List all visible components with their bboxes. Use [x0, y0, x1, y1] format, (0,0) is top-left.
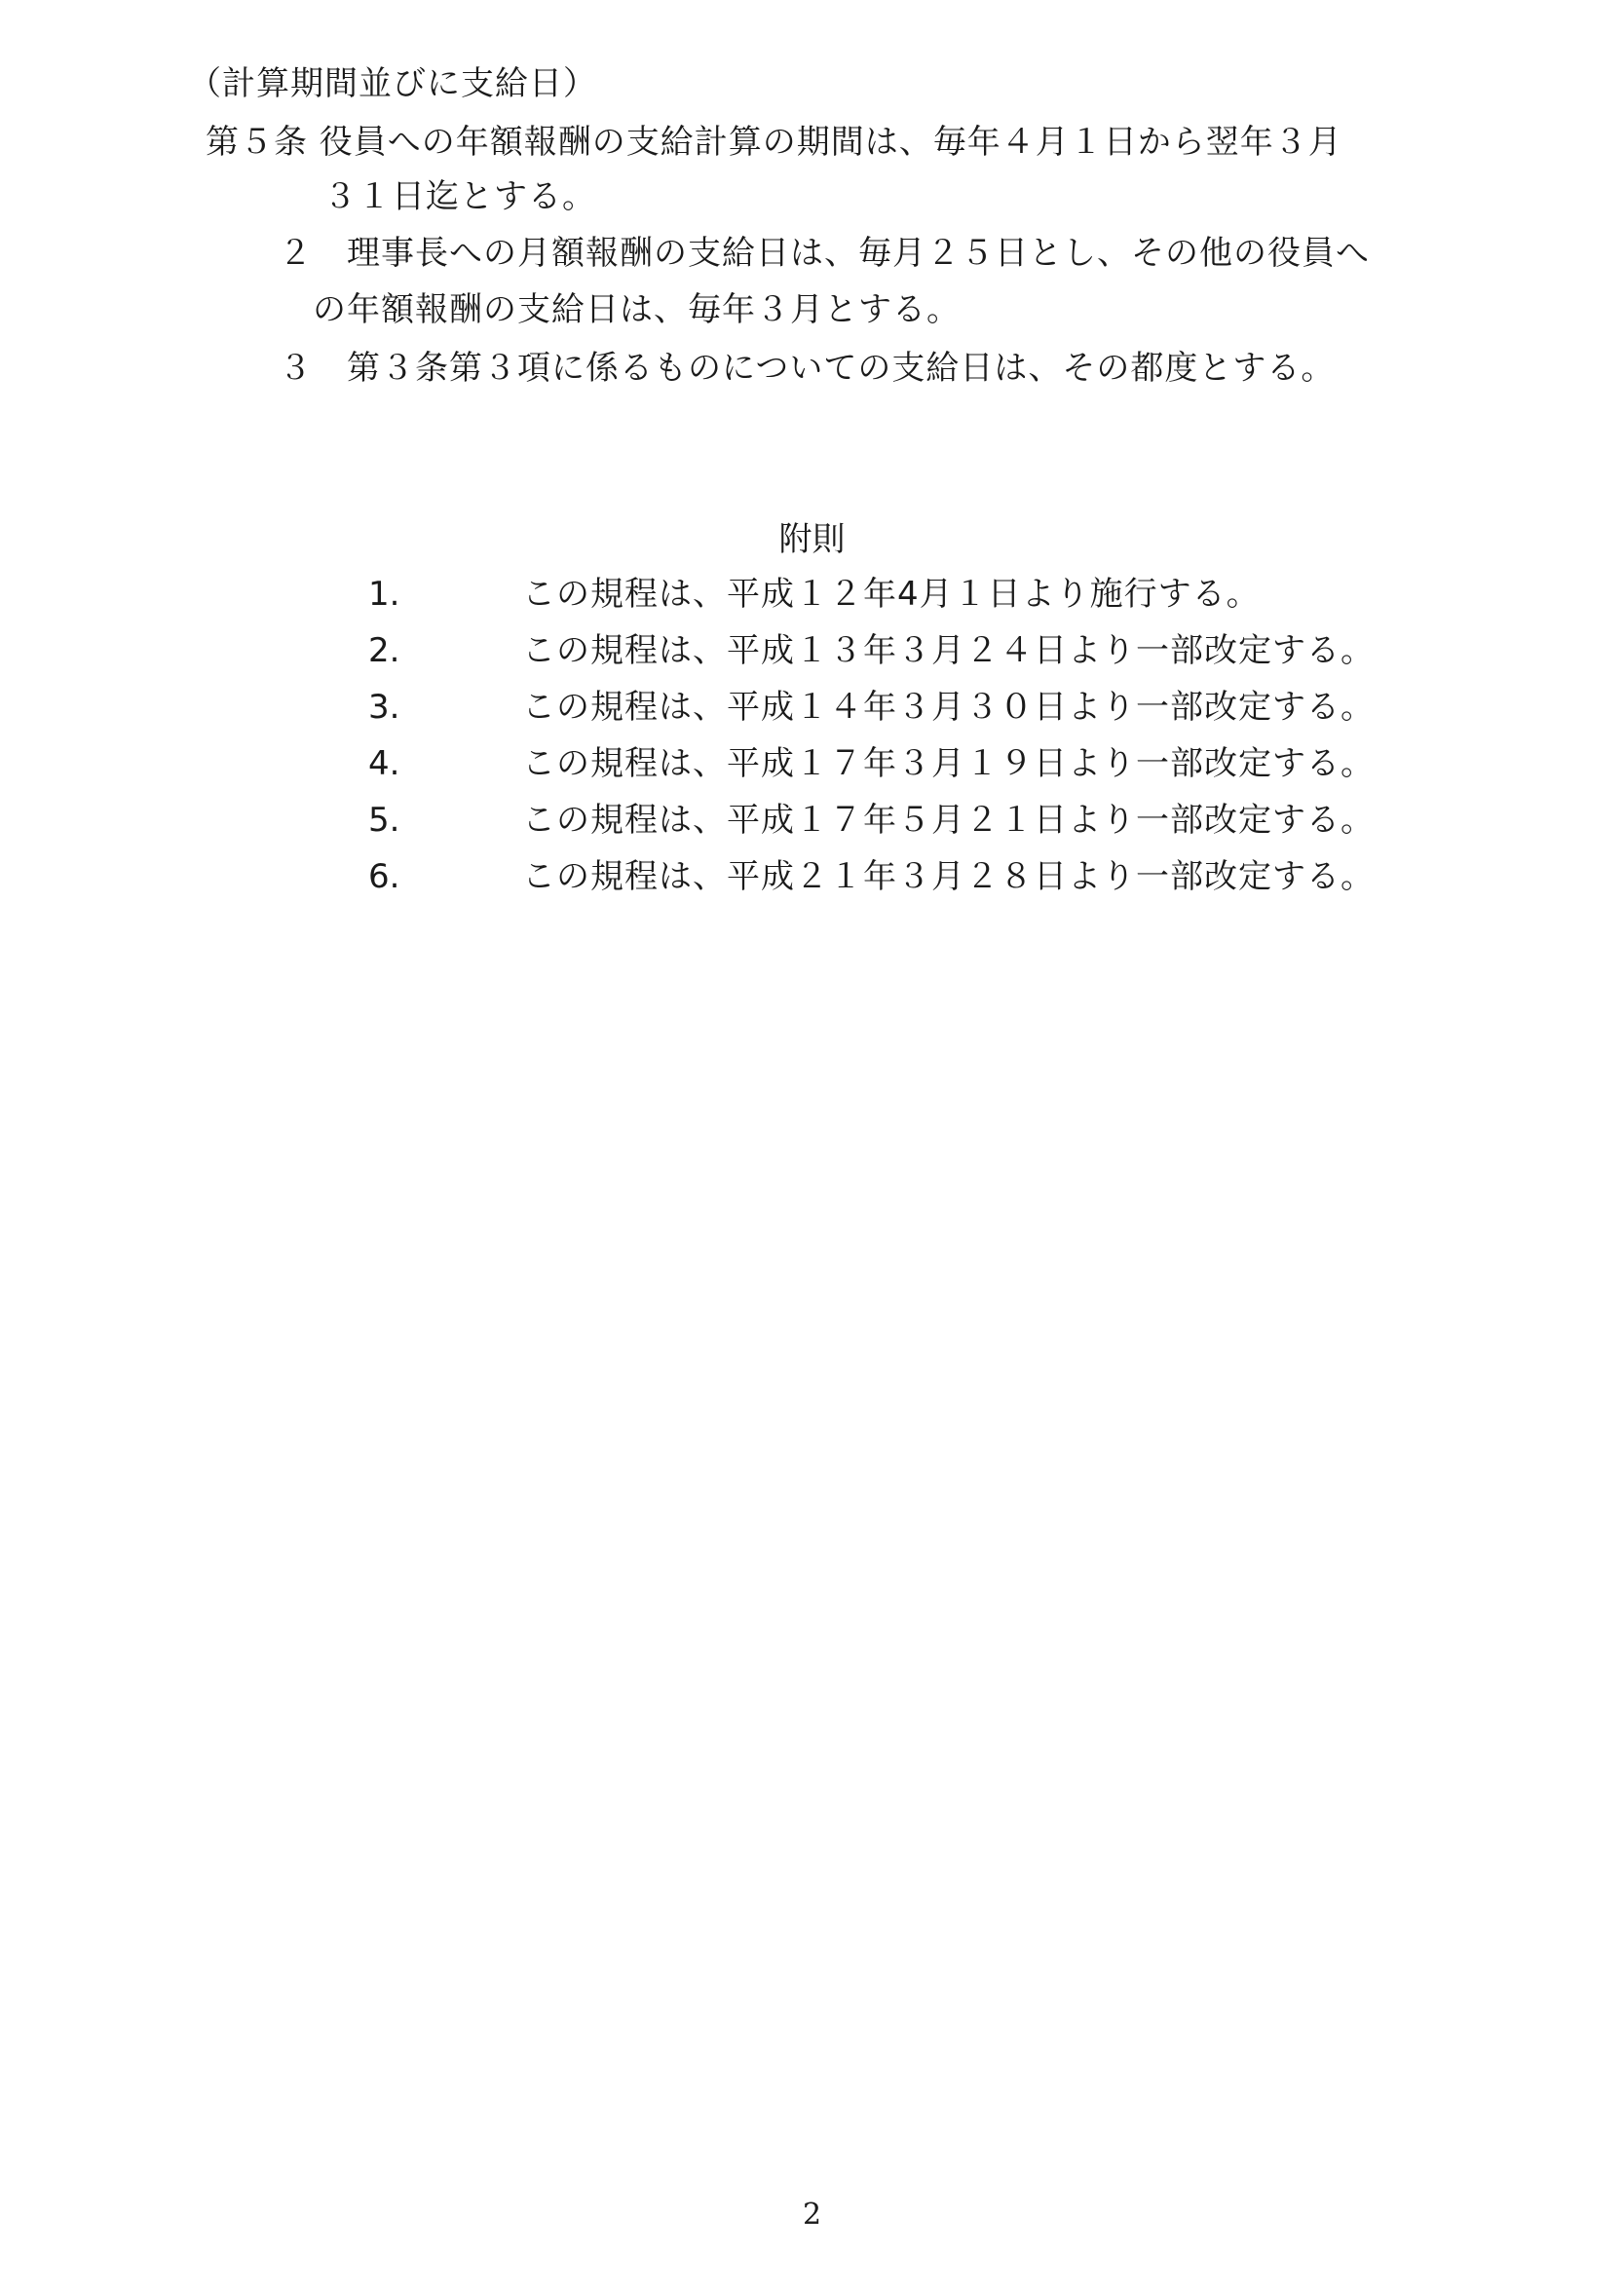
supplementary-title: 附則	[778, 520, 846, 559]
paragraph-2-line-2: の年額報酬の支給日は、毎年３月とする。	[313, 290, 961, 329]
article-5-line-1: 第５条 役員への年額報酬の支給計算の期間は、毎年４月１日から翌年３月	[206, 123, 1342, 162]
list-item	[0, 686, 1624, 742]
item-text: この規程は、平成１２年4月１日より施行する。	[522, 575, 1261, 614]
article-heading: （計算期間並びに支給日）	[188, 64, 597, 103]
page-number: 2	[802, 2198, 822, 2232]
list-item	[0, 799, 1624, 855]
item-number: 5.	[368, 801, 400, 840]
item-number: 4.	[368, 744, 400, 783]
item-number: 2.	[368, 631, 400, 670]
supplementary-list	[0, 573, 1624, 912]
paragraph-2-line-1: ２ 理事長への月額報酬の支給日は、毎月２５日とし、その他の役員へ	[279, 234, 1370, 273]
item-text: この規程は、平成１４年３月３０日より一部改定する。	[522, 688, 1375, 727]
item-text: この規程は、平成１３年３月２４日より一部改定する。	[522, 631, 1375, 670]
item-text: この規程は、平成１７年３月１９日より一部改定する。	[522, 744, 1375, 783]
paragraph-3: ３ 第３条第３項に係るものについての支給日は、その都度とする。	[279, 349, 1336, 388]
item-number: 1.	[368, 575, 400, 614]
item-number: 3.	[368, 688, 400, 727]
list-item	[0, 573, 1624, 629]
item-text: この規程は、平成２１年３月２８日より一部改定する。	[522, 857, 1375, 896]
list-item	[0, 855, 1624, 912]
list-item	[0, 742, 1624, 799]
item-number: 6.	[368, 857, 400, 896]
item-text: この規程は、平成１７年５月２１日より一部改定する。	[522, 801, 1375, 840]
list-item	[0, 629, 1624, 686]
article-5-line-2: ３１日迄とする。	[323, 177, 596, 216]
